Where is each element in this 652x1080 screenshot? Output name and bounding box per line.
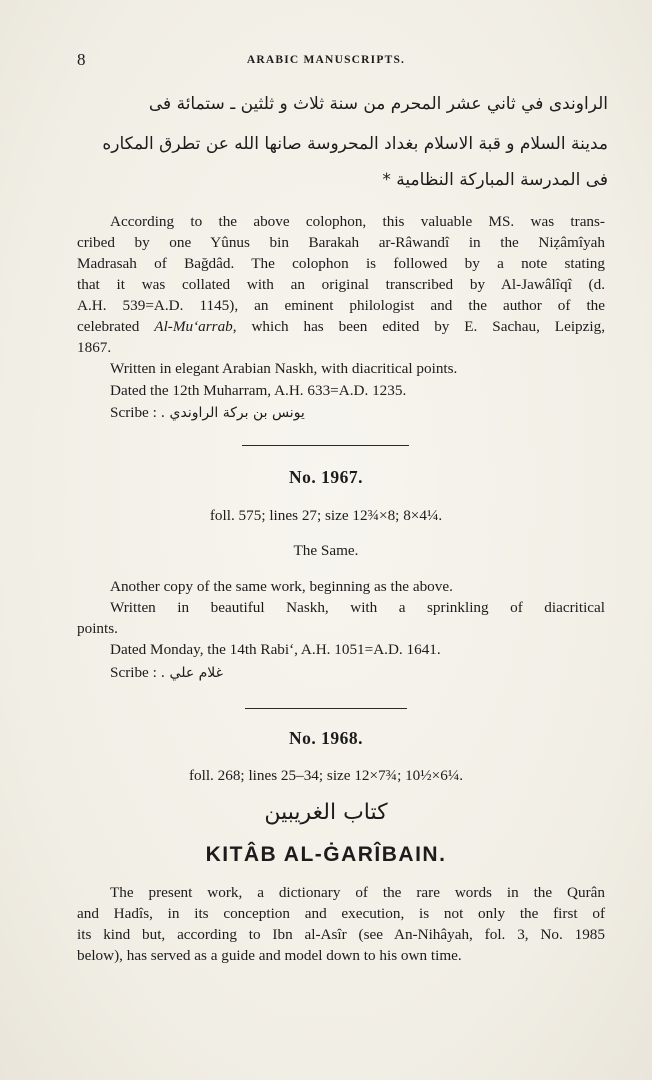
colophon-line-3: فى المدرسة المباركة النظامية * (382, 170, 608, 190)
scribe-name-arabic: يونس بن بركة الراوندي . (160, 405, 305, 421)
para-line: According to the above colophon, this valuable MS. was trans- (110, 213, 605, 230)
scribe-name-arabic: غلام علي . (160, 665, 223, 681)
para-line: points. (77, 620, 118, 637)
entry-number-1967: No. 1967. (288, 467, 363, 487)
para-line-edition (77, 318, 605, 336)
entry-number-1968: No. 1968. (288, 728, 363, 748)
book-title: KITÂB AL-ĠARÎBAIN. (205, 843, 447, 866)
para-line: cribed by one Yûnus bin Barakah ar-Râwandî in the Niẓâmîyah (77, 234, 605, 251)
book-title-italic: Al-Mu‘arrab (154, 318, 233, 335)
entry-specs: foll. 575; lines 27; size 12¾×8; 8×4¼. (209, 507, 443, 524)
para-line: below), has served as a guide and model down to his own time. (77, 947, 462, 964)
scribe-line (110, 404, 305, 422)
dated-line: Dated the 12th Muharram, A.H. 633=A.D. 1235. (110, 382, 407, 399)
para-line: 1867. (77, 339, 112, 356)
running-title: ARABIC MANUSCRIPTS. (246, 54, 406, 66)
para-line: Another copy of the same work, beginning as the above. (110, 578, 453, 595)
page-number: 8 (77, 50, 86, 69)
scribe-line (110, 664, 223, 682)
written-line: Written in elegant Arabian Naskh, with diacritical points. (110, 360, 458, 377)
entry-title: The Same. (293, 542, 359, 559)
colophon-line-1: الراوندى في ثاني عشر المحرم من سنة ثلاث و ثلثين ـ ستمائة فى (148, 94, 608, 114)
para-line: and Hadîs, in its conception and execution, is not only the first of (77, 905, 605, 922)
text-span: , which has been edited by E. Sachau, Leipzig, (232, 318, 605, 335)
para-line: The present work, a dictionary of the rare words in the Qurân (110, 884, 605, 901)
scribe-label: Scribe : (110, 664, 161, 681)
scribe-label: Scribe : (110, 404, 161, 421)
colophon-line-2: مدينة السلام و قبة الاسلام بغداد المحروسة صانها الله عن تطرق المكاره (102, 134, 608, 154)
arabic-book-title: كتاب الغريبين (264, 800, 388, 825)
entry-specs: foll. 268; lines 25–34; size 12×7¾; 10½×6¼. (188, 767, 464, 784)
text-span: celebrated (77, 318, 155, 335)
para-line: that it was collated with an original transcribed by Al-Jawâlîqî (d. (77, 276, 605, 293)
para-line: Madrasah of Bağdâd. The colophon is followed by a note stating (77, 255, 605, 272)
para-line: Written in beautiful Naskh, with a sprinkling of diacritical (110, 599, 605, 616)
para-line: A.H. 539=A.D. 1145), an eminent philologist and the author of the (77, 297, 605, 314)
section-divider (242, 445, 409, 446)
dated-line: Dated Monday, the 14th Rabi‘, A.H. 1051=A.D. 1641. (110, 641, 441, 658)
section-divider (245, 708, 407, 709)
para-line: its kind but, according to Ibn al-Asîr (see An-Nihâyah, fol. 3, No. 1985 (77, 926, 605, 943)
